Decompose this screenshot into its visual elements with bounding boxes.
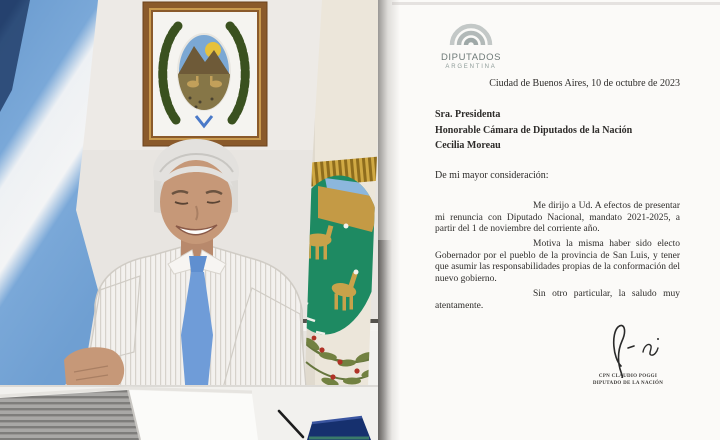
hand bbox=[64, 347, 124, 391]
signature-scrawl bbox=[588, 322, 668, 378]
diputados-logo bbox=[439, 22, 503, 70]
open-book-left-page bbox=[0, 390, 140, 440]
logo-name: DIPUTADOS bbox=[440, 52, 502, 63]
letter-panel bbox=[378, 0, 720, 440]
signature-block bbox=[563, 322, 693, 387]
recipient-line-3: Cecilia Moreau bbox=[435, 140, 501, 151]
framed-coat-of-arms bbox=[143, 2, 267, 146]
desk bbox=[0, 385, 378, 440]
scan-left-shadow-bottom bbox=[378, 240, 392, 440]
paragraph-1: Me dirijo a Ud. A efectos de presentar mi renuncia con Diputado Nacional, mandato 2021-2025, a partir del 1 de noviembre del corriente año. bbox=[435, 201, 680, 235]
signatory-title: DIPUTADO DE LA NACIÓN bbox=[592, 380, 664, 386]
letter-body bbox=[435, 201, 680, 316]
paragraph-3: Sin otro particular, la saludo muy atentamente. bbox=[435, 289, 680, 311]
dome-arcs-icon bbox=[448, 22, 494, 46]
salutation: De mi mayor consideración: bbox=[435, 170, 549, 181]
logo-subname: ARGENTINA bbox=[445, 64, 497, 70]
recipient-block bbox=[435, 107, 632, 154]
open-book-right-page bbox=[128, 390, 258, 440]
letter-content bbox=[435, 0, 680, 440]
recipient-line-2: Honorable Cámara de Diputados de la Nación bbox=[435, 124, 633, 136]
letter-date: Ciudad de Buenos Aires, 10 de octubre de 2023 bbox=[489, 78, 680, 89]
recipient-line-1: Sra. Presidenta bbox=[435, 109, 501, 120]
paragraph-2: Motiva la misma haber sido electo Gobernador por el pueblo de la provincia de San Luis, y tener que asumir las responsabilidades propias de la conformación del nuevo gobierno. bbox=[435, 239, 680, 285]
signatory-name: CPN CLAUDIO POGGI bbox=[598, 374, 658, 379]
